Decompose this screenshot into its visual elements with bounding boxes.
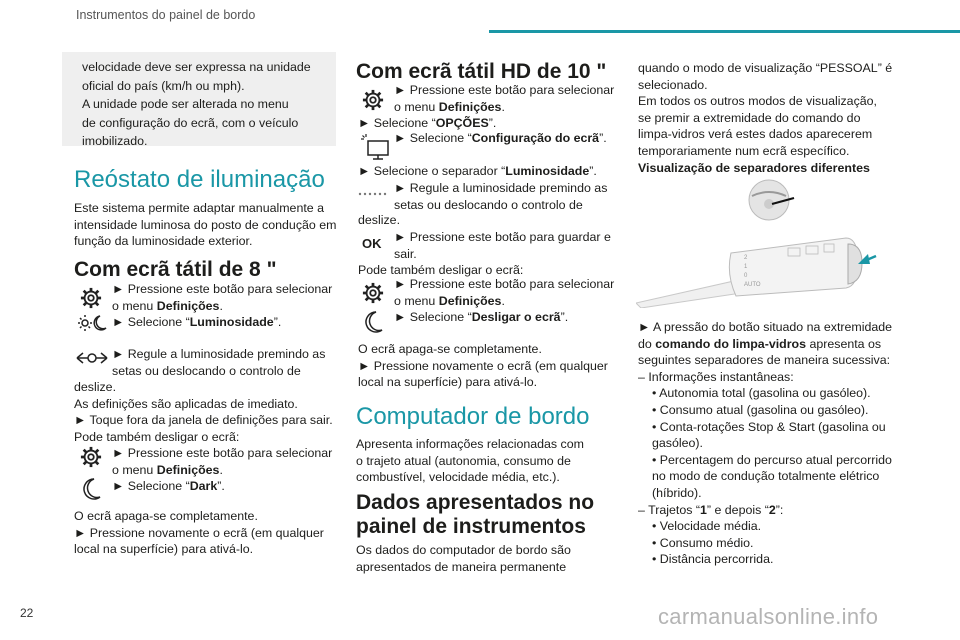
text-line: local na superfície) para ativá-lo. — [74, 542, 254, 557]
menu-name: Desligar o ecrã — [471, 310, 561, 325]
text-line: painel de instrumentos — [356, 515, 586, 538]
text-line: limpa-vidros verá estes dados aparecerem — [638, 127, 873, 142]
list-item: no modo de condução totalmente elétrico — [652, 469, 880, 484]
text-line — [112, 314, 332, 331]
text-line: Os dados do computador de bordo são — [356, 543, 571, 557]
menu-name: Luminosidade — [505, 164, 590, 178]
text-line — [394, 309, 614, 326]
body-text — [356, 542, 571, 575]
text-span: ► Selecione “ — [394, 310, 472, 325]
text-span: ”: — [775, 502, 784, 517]
dots-slider-icon — [357, 186, 389, 202]
text-line: função da luminosidade exterior. — [74, 234, 253, 249]
wiper-stalk-illustration — [636, 178, 896, 308]
text-line: ► Pressione novamente o ecrã (em qualquer — [358, 358, 608, 373]
text-line: sair. — [394, 246, 417, 261]
text-span: o menu — [394, 293, 439, 308]
text-line: ► Pressione este botão para selecionar — [394, 83, 615, 97]
stalk-label-0: 0 — [744, 273, 748, 279]
text-line: apresentados de maneira permanente — [356, 559, 567, 574]
text-line: ► Pressione este botão para selecionar — [112, 446, 333, 460]
text-span: o menu — [112, 298, 157, 313]
step-text — [112, 445, 332, 495]
text-line: ► Regule a luminosidade premindo as — [112, 347, 326, 361]
text-line: local na superfície) para ativá-lo. — [358, 375, 538, 390]
note-line: velocidade deve ser expressa na unidade — [82, 60, 311, 74]
text-line: o trajeto atual (autonomia, consumo de — [356, 453, 571, 468]
list-item: gasóleo). — [652, 436, 703, 451]
menu-name: Definições — [156, 462, 220, 477]
list-heading — [638, 502, 892, 519]
text-line: quando o modo de visualização “PESSOAL” é — [638, 61, 893, 75]
text-span: o menu — [112, 462, 157, 477]
text-line: setas ou deslocando o controlo de — [112, 363, 301, 378]
body-text — [358, 341, 608, 391]
dimmer-intro — [74, 200, 336, 250]
text-line: ► Regule a luminosidade premindo as — [394, 181, 608, 195]
menu-name: Luminosidade — [189, 315, 274, 330]
text-line: ► A pressão do botão situado na extremidade — [638, 320, 893, 334]
text-line: deslize. — [74, 380, 117, 394]
list-item: • Consumo médio. — [652, 535, 754, 550]
header-accent-bar — [489, 30, 960, 33]
stalk-label-auto: AUTO — [744, 282, 761, 288]
text-span: ► Selecione “ — [112, 315, 190, 330]
step-text — [394, 229, 611, 262]
text-line — [112, 462, 332, 479]
text-line: ► Pressione este botão para selecionar — [112, 282, 333, 296]
display-settings-icon — [360, 133, 390, 161]
text-line: ► Pressione este botão para guardar e — [394, 230, 611, 244]
text-span: ”. — [560, 310, 569, 325]
text-line: intensidade luminosa do posto de condução em — [74, 217, 337, 232]
wiper-stalk-icon — [636, 238, 876, 308]
trip-intro — [356, 436, 584, 486]
subheading-8inch: Com ecrã tátil de 8 " — [74, 258, 277, 281]
text-span: apresenta os — [806, 336, 882, 351]
text-line: Pode também desligar o ecrã: — [358, 263, 524, 277]
moon-icon — [360, 309, 386, 335]
text-line: O ecrã apaga-se completamente. — [74, 509, 258, 523]
list-item: • Autonomia total (gasolina ou gasóleo). — [652, 386, 871, 401]
text-line — [394, 293, 614, 310]
slider-icon — [76, 345, 108, 371]
text-line: Pode também desligar o ecrã: — [74, 429, 240, 444]
text-line: setas ou deslocando o controlo de — [394, 197, 583, 212]
text-span: o menu — [394, 99, 439, 114]
list-item: • Percentagem do percurso atual percorrido — [652, 452, 892, 467]
gear-icon — [360, 280, 386, 306]
text-span: ► Selecione “ — [112, 479, 190, 494]
sun-moon-icon — [78, 310, 108, 336]
step-text — [394, 276, 614, 326]
menu-name: Configuração do ecrã — [471, 131, 600, 145]
menu-name: comando do limpa-vidros — [655, 336, 807, 351]
menu-name: OPÇÕES — [435, 116, 489, 130]
section-heading-trip-computer: Computador de bordo — [356, 403, 590, 430]
step-text — [112, 346, 325, 379]
watermark: carmanualsonline.info — [658, 604, 879, 629]
moon-icon — [78, 476, 104, 502]
text-line: As definições são aplicadas de imediato. — [74, 396, 298, 411]
gear-icon — [360, 87, 386, 113]
text-line — [638, 336, 892, 353]
text-line: deslize. — [358, 213, 401, 227]
text-line: se premir a extremidade do comando do — [638, 110, 861, 125]
text-span: – Trajetos “ — [638, 502, 700, 517]
step-text — [394, 130, 607, 147]
menu-name: Dark — [189, 479, 218, 494]
page-header-title: Instrumentos do painel de bordo — [76, 8, 256, 22]
text-span: ► Selecione “ — [358, 116, 436, 130]
list-item: • Consumo atual (gasolina ou gasóleo). — [652, 402, 869, 417]
step-text — [394, 180, 607, 213]
text-span: . — [219, 298, 223, 313]
gear-icon — [78, 444, 104, 470]
text-span: . — [501, 99, 505, 114]
text-line: seguintes separadores de maneira sucessiva: — [638, 353, 891, 368]
text-span: ”. — [589, 164, 597, 178]
text-span: do — [638, 336, 656, 351]
text-line: temporariamente num ecrã específico. — [638, 143, 850, 158]
text-line — [112, 478, 332, 495]
text-line: combustível, velocidade média, etc.). — [356, 470, 560, 485]
text-line — [394, 99, 614, 116]
stalk-label-1: 1 — [744, 264, 748, 270]
text-span: ► Selecione “ — [394, 131, 472, 145]
subheading-tabs: Visualização de separadores diferentes — [638, 160, 870, 175]
gear-icon — [78, 285, 104, 311]
note-line: de configuração do ecrã, com o veículo — [82, 115, 299, 130]
text-span: ”. — [488, 116, 497, 130]
text-line: Este sistema permite adaptar manualmente a — [74, 201, 325, 215]
page-number: 22 — [20, 606, 34, 620]
text-span: ► Selecione o separador “ — [358, 164, 506, 178]
text-span: . — [501, 293, 505, 308]
note-text — [82, 58, 322, 151]
step-text — [394, 82, 614, 115]
text-span: ”. — [599, 131, 607, 145]
text-line: Apresenta informações relacionadas com — [356, 437, 584, 451]
section-heading-dimmer: Reóstato de iluminação — [74, 166, 325, 193]
list-item: • Conta-rotações Stop & Start (gasolina ou — [652, 419, 886, 434]
text-span: ”. — [217, 479, 225, 494]
menu-name: Definições — [156, 298, 220, 313]
ok-icon: OK — [362, 236, 382, 251]
steering-wheel-icon — [749, 180, 794, 220]
body-text — [638, 60, 892, 176]
menu-name: Definições — [438, 99, 502, 114]
text-line: ► Pressione este botão para selecionar — [394, 277, 615, 291]
text-line: selecionado. — [638, 77, 708, 92]
list-item: • Velocidade média. — [652, 519, 762, 534]
text-line: Dados apresentados no — [356, 491, 595, 514]
step-text — [358, 163, 597, 180]
step-text — [112, 281, 332, 331]
note-line: imobilizado. — [82, 134, 148, 148]
subheading-instrument-data — [356, 491, 594, 539]
text-line: ► Pressione novamente o ecrã (em qualquer — [74, 525, 324, 540]
subheading-10inch: Com ecrã tátil HD de 10 " — [356, 60, 607, 83]
note-line: oficial do país (km/h ou mph). — [82, 78, 245, 93]
text-line: ► Toque fora da janela de definições para sair. — [74, 413, 333, 428]
list-item: • Distância percorrida. — [652, 552, 774, 567]
body-text — [74, 379, 333, 445]
text-line: Em todos os outros modos de visualização, — [638, 94, 877, 109]
note-line: A unidade pode ser alterada no menu — [82, 97, 289, 111]
stalk-label-2: 2 — [744, 255, 748, 261]
text-span: ” e depois “ — [706, 502, 769, 517]
text-line — [112, 298, 332, 315]
menu-name: Definições — [438, 293, 502, 308]
body-text — [638, 319, 892, 568]
text-span: . — [219, 462, 223, 477]
list-heading: – Informações instantâneas: — [638, 369, 794, 384]
text-span: ”. — [273, 315, 282, 330]
body-text — [74, 508, 324, 558]
trip-number: 1 — [699, 502, 707, 517]
list-item: (híbrido). — [652, 485, 702, 500]
text-line: O ecrã apaga-se completamente. — [358, 342, 542, 356]
trip-number: 2 — [768, 502, 776, 517]
